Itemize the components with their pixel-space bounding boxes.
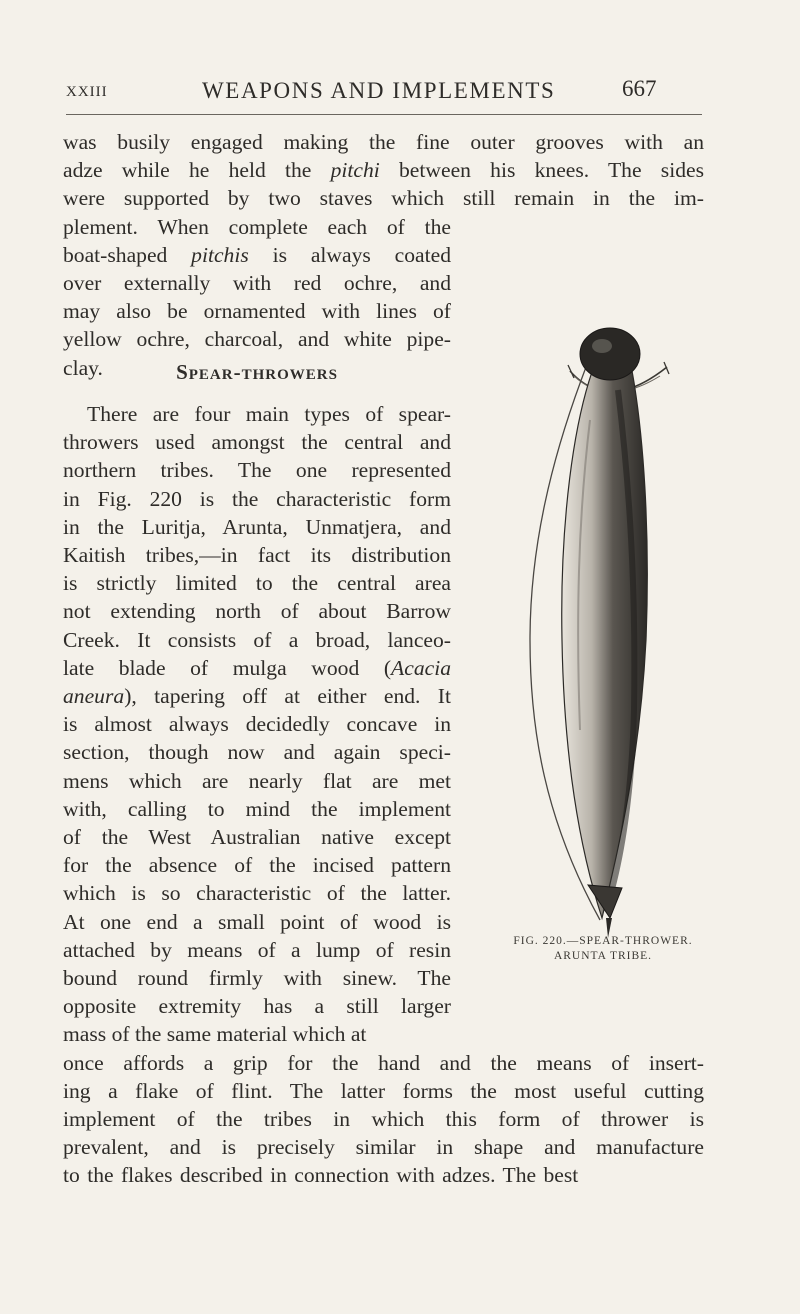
text-line: over externally with red ochre, and (63, 271, 451, 295)
caption-line: ARUNTA TRIBE. (553, 950, 653, 962)
text-line: with, calling to mind the implement (63, 796, 451, 821)
text-line: may also be ornamented with lines of (63, 299, 451, 324)
text-line: Creek. It consists of a broad, lanceo- (63, 627, 451, 652)
text-line: were supported by two staves which still remain in the im- (63, 186, 704, 211)
text-line: was busily engaged making the fine outer grooves with an (63, 130, 704, 154)
text-line: section, though now and again speci- (63, 740, 451, 765)
text-line: which is so characteristic of the latter. (63, 881, 451, 906)
text-line: late blade of mulga wood (Acacia (63, 655, 451, 680)
chapter-number: XXIII (66, 84, 108, 100)
paragraph-top-full (63, 128, 704, 213)
text-line: aneura), tapering off at either end. It (63, 684, 451, 709)
text-line: mass of the same material which at (63, 1022, 367, 1047)
text-line: to the flakes described in connection with adzes. The best (63, 1163, 579, 1188)
text-line: implement of the tribes in which this form of thrower is (63, 1107, 704, 1131)
section-heading: Spear-throwers (176, 360, 338, 384)
text-line: clay. (63, 355, 103, 380)
text-line: in the Luritja, Arunta, Unmatjera, and (63, 514, 451, 539)
text-line: bound round firmly with sinew. The (63, 966, 451, 991)
paragraph-top-narrow (63, 213, 451, 382)
text-line: for the absence of the incised pattern (63, 853, 451, 878)
caption-line: FIG. 220.—SPEAR-THROWER. (513, 935, 693, 947)
text-line: is almost always decidedly concave in (63, 712, 451, 737)
text-line: in Fig. 220 is the characteristic form (63, 486, 451, 511)
paragraph-main-narrow (63, 400, 451, 1049)
running-title: WEAPONS AND IMPLEMENTS (202, 78, 556, 103)
text-line: attached by means of a lump of resin (63, 937, 451, 962)
text-line: not extending north of about Barrow (63, 599, 451, 624)
text-line: At one end a small point of wood is (63, 909, 451, 934)
page-number: 667 (622, 76, 657, 101)
spear-thrower-illustration (450, 290, 770, 950)
text-line: plement. When complete each of the (63, 214, 451, 239)
text-line: mens which are nearly flat are met (63, 768, 451, 793)
wooden-point (588, 885, 622, 918)
text-line: adze while he held the pitchi between his knees. The sides (63, 158, 704, 183)
text-line: of the West Australian native except (63, 825, 451, 850)
text-line: northern tribes. The one represented (63, 458, 451, 483)
text-line: ing a flake of flint. The latter forms the most useful cutting (63, 1078, 704, 1103)
text-line: Kaitish tribes,—in fact its distribution (63, 543, 451, 568)
figure-caption (453, 934, 753, 964)
text-line: throwers used amongst the central and (63, 430, 451, 455)
text-line: yellow ochre, charcoal, and white pipe- (63, 327, 451, 352)
paragraph-main-full (63, 1049, 704, 1190)
text-line: opposite extremity has a still larger (63, 994, 451, 1019)
text-line: There are four main types of spear- (87, 402, 451, 426)
text-line: is strictly limited to the central area (63, 571, 451, 596)
resin-lump (580, 328, 640, 380)
text-line: boat-shaped pitchis is always coated (63, 242, 451, 267)
header-rule (66, 114, 702, 115)
running-head (0, 0, 800, 130)
text-line: prevalent, and is precisely similar in shape and manufacture (63, 1135, 704, 1160)
text-line: once affords a grip for the hand and the means of insert- (63, 1050, 704, 1075)
